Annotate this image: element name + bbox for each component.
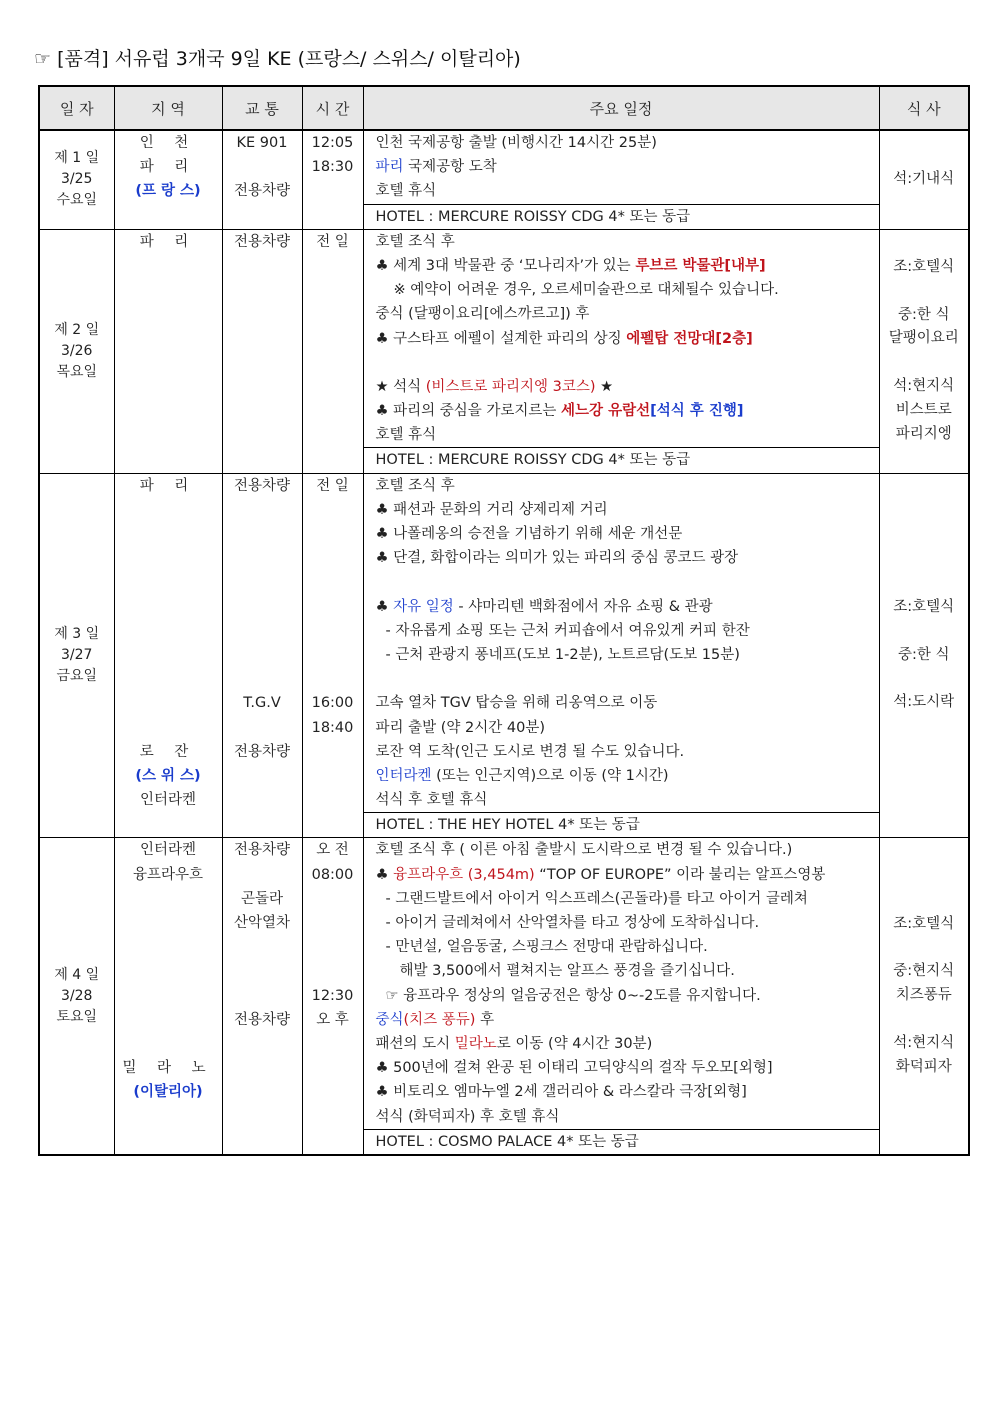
region-text: 인터라켄	[139, 842, 197, 859]
day-cell	[39, 473, 114, 838]
schedule-text: “TOP OF EUROPE” 이라 불리는 알프스영봉	[534, 866, 826, 883]
meal-text: 화덕피자	[895, 1058, 952, 1075]
hotel-line: HOTEL : MERCURE ROISSY CDG 4* 또는 동급	[364, 204, 879, 229]
day-row-1	[39, 130, 969, 229]
schedule-line	[364, 1032, 879, 1056]
schedule-line-blank	[364, 351, 879, 375]
meal-cell	[879, 838, 969, 1155]
highlight-text: 중식	[375, 1011, 404, 1028]
day-number: 제 1 일	[54, 150, 100, 167]
meal-text	[880, 937, 969, 961]
region-text: 밀 라 노	[122, 1060, 214, 1077]
day-row-2	[39, 229, 969, 473]
schedule-line: 석식 (화덕피자) 후 호텔 휴식	[375, 1108, 560, 1125]
meal-text: 석:기내식	[893, 170, 955, 187]
meal-text: 조:호텔식	[893, 259, 955, 275]
highlight-text: [석식 후 진행]	[650, 403, 744, 420]
meal-text: 중:한 식	[897, 306, 950, 323]
meal-text	[880, 667, 969, 691]
meal-text: 비스트로	[895, 401, 952, 418]
schedule-line: 호텔 휴식	[375, 183, 437, 200]
schedule-text: 로 이동 (약 4시간 30분)	[496, 1035, 653, 1052]
schedule-line	[364, 764, 879, 788]
header-time: 시 간	[302, 86, 363, 130]
transport-text: KE 901	[236, 135, 288, 151]
schedule-line: - 자유롭게 쇼핑 또는 근처 커피숍에서 여유있게 커피 한잔	[385, 622, 750, 639]
schedule-line: ♣ 비토리오 엠마누엘 2세 갤러리아 & 라스칼라 극장[외형]	[375, 1084, 747, 1101]
header-schedule: 주요 일정	[363, 86, 879, 130]
itinerary-table	[38, 85, 970, 1156]
schedule-line: ♣ 단결, 화합이라는 의미가 있는 파리의 중심 콩코드 광장	[375, 550, 739, 567]
schedule-text: - 샤마리텐 백화점에서 자유 쇼핑 & 관광	[453, 598, 713, 615]
transport-text: T.G.V	[243, 695, 281, 712]
schedule-line	[364, 1008, 879, 1032]
schedule-line: 석식 후 호텔 휴식	[375, 792, 488, 809]
time-text: 18:40	[311, 719, 354, 736]
transport-text: 전용차량	[233, 842, 291, 859]
meal-cell	[879, 130, 969, 229]
meal-text: 석:현지식	[893, 1034, 955, 1051]
highlight-text: 자유 일정	[393, 598, 454, 615]
meal-cell	[879, 229, 969, 473]
time-text: 12:05	[311, 135, 354, 151]
transport-cell	[222, 229, 302, 473]
meal-text: 석:도시락	[893, 694, 955, 711]
header-region: 지 역	[114, 86, 222, 130]
meal-cell	[879, 473, 969, 838]
transport-text	[223, 155, 302, 179]
day-cell	[39, 838, 114, 1155]
schedule-line	[364, 155, 879, 179]
schedule-line: 인천 국제공항 출발 (비행시간 14시간 25분)	[375, 135, 657, 151]
schedule-text: 패션의 도시	[375, 1035, 455, 1052]
transport-cell	[222, 473, 302, 838]
meal-text: 조:호텔식	[893, 915, 955, 932]
table-header-row	[39, 86, 969, 130]
schedule-text: (또는 인근지역)으로 이동 (약 1시간)	[431, 767, 669, 784]
page-title: ☞ [품격] 서유럽 3개국 9일 KE (프랑스/ 스위스/ 이탈리아)	[34, 48, 521, 70]
day-date: 3/26	[61, 342, 93, 359]
schedule-line: - 그랜드발트에서 아이거 익스프레스(곤돌라)를 타고 아이거 글레쳐	[385, 890, 808, 907]
highlight-text: (비스트로 파리지엥 3코스)	[425, 378, 596, 395]
day-weekday: 토요일	[56, 1008, 98, 1025]
schedule-line: 호텔 휴식	[375, 427, 437, 444]
header-meal: 식 사	[879, 86, 969, 130]
day-date: 3/28	[61, 987, 93, 1004]
meal-text: 조:호텔식	[893, 599, 955, 616]
time-text: 18:30	[311, 159, 354, 176]
schedule-line: 파리 출발 (약 2시간 40분)	[375, 719, 545, 736]
header-transport: 교 통	[222, 86, 302, 130]
day-number: 제 4 일	[54, 966, 100, 983]
time-cell	[302, 838, 363, 1155]
time-text: 오 전	[316, 842, 349, 859]
highlight-text: 융프라우흐 (3,454m)	[393, 866, 535, 883]
country-label: (스 위 스)	[135, 767, 201, 784]
region-text: 파 리	[139, 233, 197, 250]
region-text: 융프라우흐	[132, 866, 204, 883]
meal-text: 중:현지식	[893, 963, 955, 980]
region-text: 인터라켄	[139, 792, 197, 809]
schedule-line: 호텔 조식 후	[375, 477, 455, 494]
meal-text: 파리지엥	[895, 425, 952, 442]
time-text: 오 후	[316, 1011, 349, 1028]
highlight-text: 밀라노	[454, 1035, 497, 1052]
meal-text: 중:한 식	[897, 646, 950, 663]
schedule-line: ♣ 나폴레옹의 승전을 기념하기 위해 세운 개선문	[375, 526, 683, 542]
schedule-text: ★	[595, 378, 614, 395]
time-cell	[302, 130, 363, 229]
region-cell	[114, 130, 222, 229]
country-label: (프 랑 스)	[135, 183, 201, 200]
transport-cell	[222, 838, 302, 1155]
country-label: (이탈리아)	[133, 1084, 203, 1101]
schedule-line: 중식 (달팽이요리[에스까르고]) 후	[375, 306, 590, 323]
day-weekday: 목요일	[56, 363, 98, 380]
time-text: 08:00	[311, 866, 354, 883]
schedule-line	[364, 327, 879, 351]
time-text: 전 일	[316, 477, 349, 494]
schedule-line: 로잔 역 도착(인근 도시로 변경 될 수도 있습니다.	[375, 743, 685, 760]
schedule-line: ♣ 500년에 걸쳐 완공 된 이태리 고딕양식의 걸작 두오모[외형]	[375, 1060, 773, 1077]
day-date: 3/27	[61, 647, 93, 664]
schedule-text: 후	[475, 1011, 495, 1028]
time-text: 12:30	[311, 987, 354, 1004]
meal-text	[880, 620, 969, 644]
day-row-4	[39, 838, 969, 1155]
day-weekday: 수요일	[56, 192, 98, 209]
schedule-line: 해발 3,500에서 펼쳐지는 알프스 풍경을 즐기십니다.	[399, 963, 735, 980]
day-number: 제 2 일	[54, 321, 100, 338]
day-cell	[39, 130, 114, 229]
schedule-line	[364, 399, 879, 423]
region-cell	[114, 473, 222, 838]
day-number: 제 3 일	[54, 626, 100, 643]
schedule-line	[364, 595, 879, 619]
region-text: 파 리	[139, 477, 197, 494]
schedule-text: ♣ 세계 3대 박물관 중 ‘모나리자’가 있는	[375, 257, 636, 274]
schedule-cell	[363, 130, 879, 229]
highlight-text: 인터라켄	[375, 767, 432, 784]
highlight-text: 루브르 박물관[내부]	[635, 257, 766, 274]
schedule-cell	[363, 229, 879, 473]
schedule-text: ♣ 구스타프 에펠이 설계한 파리의 상징	[375, 330, 627, 347]
transport-text: 전용차량	[233, 743, 291, 760]
hotel-line: HOTEL : MERCURE ROISSY CDG 4* 또는 동급	[364, 447, 879, 472]
transport-text: 산악열차	[233, 915, 291, 931]
schedule-line	[364, 375, 879, 399]
schedule-line: 호텔 조식 후	[375, 233, 455, 250]
day-weekday: 금요일	[56, 668, 98, 685]
region-text: 인 천	[139, 135, 197, 151]
transport-text: 곤돌라	[240, 890, 284, 907]
schedule-line-blank	[364, 570, 879, 594]
time-cell	[302, 473, 363, 838]
day-date: 3/25	[61, 171, 93, 188]
schedule-text: ♣	[375, 866, 394, 883]
time-cell	[302, 229, 363, 473]
schedule-line: 호텔 조식 후 ( 이른 아침 출발시 도시락으로 변경 될 수 있습니다.)	[375, 842, 793, 859]
time-text: 전 일	[316, 233, 349, 250]
transport-text: 전용차량	[233, 233, 291, 250]
transport-text: 전용차량	[233, 183, 291, 200]
schedule-line-blank	[364, 667, 879, 691]
transport-cell	[222, 130, 302, 229]
schedule-line: - 아이거 글레쳐에서 산악열차를 타고 정상에 도착하십니다.	[385, 915, 760, 931]
schedule-text: 국제공항 도착	[403, 159, 497, 176]
schedule-line: ☞ 융프라우 정상의 얼음궁전은 항상 0~-2도를 유지합니다.	[385, 987, 761, 1004]
schedule-cell	[363, 473, 879, 838]
meal-text	[880, 351, 969, 375]
highlight-text: 세느강 유람선	[561, 403, 651, 420]
schedule-line: 고속 열차 TGV 탑승을 위해 리옹역으로 이동	[375, 695, 658, 712]
hotel-line: HOTEL : THE HEY HOTEL 4* 또는 동급	[364, 812, 879, 837]
schedule-line: - 근처 관광지 퐁네프(도보 1-2분), 노트르담(도보 15분)	[385, 646, 740, 663]
transport-text: 전용차량	[233, 477, 291, 494]
schedule-line: - 만년설, 얼음동굴, 스핑크스 전망대 관람하십니다.	[385, 939, 708, 956]
meal-text: 석:현지식	[893, 377, 955, 394]
header-day: 일 자	[39, 86, 114, 130]
schedule-text: ♣ 파리의 중심을 가로지르는	[375, 403, 562, 420]
meal-text	[880, 280, 969, 304]
region-text: 로 잔	[139, 743, 197, 760]
day-cell	[39, 229, 114, 473]
meal-text: 달팽이요리	[888, 330, 959, 347]
schedule-text: ★ 석식	[375, 378, 426, 395]
meal-text	[880, 1008, 969, 1032]
hotel-line: HOTEL : COSMO PALACE 4* 또는 동급	[364, 1129, 879, 1154]
highlight-text: (치즈 퐁듀)	[403, 1011, 476, 1028]
schedule-line	[364, 863, 879, 887]
schedule-line: ※ 예약이 어려운 경우, 오르세미술관으로 대체될수 있습니다.	[393, 282, 779, 299]
highlight-text: 파리	[375, 159, 404, 176]
transport-text: 전용차량	[233, 1011, 291, 1028]
schedule-line	[364, 254, 879, 278]
region-cell	[114, 229, 222, 473]
time-text: 16:00	[311, 695, 354, 712]
schedule-text: ♣	[375, 598, 394, 615]
region-text: 파 리	[139, 159, 197, 176]
highlight-text: 에펠탑 전망대[2층]	[626, 330, 753, 347]
schedule-line: ♣ 패션과 문화의 거리 샹제리제 거리	[375, 501, 608, 518]
region-cell	[114, 838, 222, 1155]
day-row-3	[39, 473, 969, 838]
meal-text: 치즈퐁듀	[895, 987, 952, 1004]
schedule-cell	[363, 838, 879, 1155]
